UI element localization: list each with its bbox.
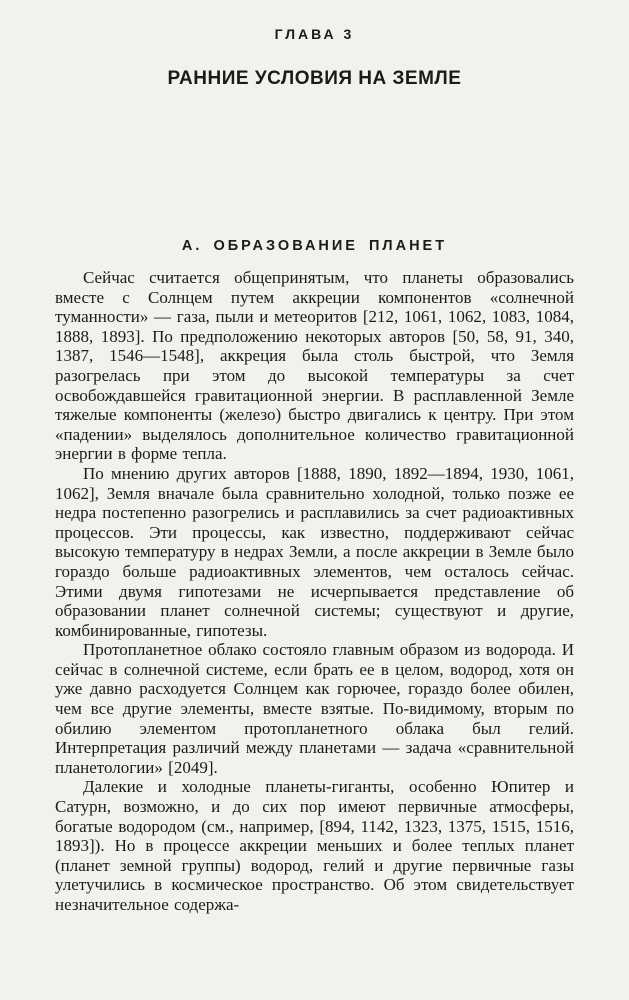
body-text: [55, 268, 574, 915]
chapter-label: ГЛАВА 3: [274, 26, 355, 42]
paragraph-4: Далекие и холодные планеты-гиганты, особенно Юпитер и Сатурн, возможно, и до сих пор имеют первичные атмосферы, богатые водородом (см., например, [894, 1142, 1323, 1375, 1515, 1516, 1893]). Но в процессе аккреции меньших и более теплых планет (планет земной группы) водород, гелий и другие первичные газы улетучились в космическое пространство. Об этом свидетельствует незначительное содержа-: [55, 777, 574, 914]
page-title: РАННИЕ УСЛОВИЯ НА ЗЕМЛЕ: [167, 68, 462, 89]
paragraph-3: Протопланетное облако состояло главным образом из водорода. И сейчас в солнечной системе, если брать ее в целом, водород, хотя он уже давно расходуется Солнцем как горючее, гораздо более обилен, чем все другие элементы, вместе взятые. По-видимому, вторым по обилию элементом протопланетного облака был гелий. Интерпретация различий между планетами — задача «сравнительной планетологии» [2049].: [55, 640, 574, 777]
paragraph-1: Сейчас считается общепринятым, что планеты образовались вместе с Солнцем путем аккреции компонентов «солнечной туманности» — газа, пыли и метеоритов [212, 1061, 1062, 1083, 1084, 1888, 1893]. По предположению некоторых авторов [50, 58, 91, 340, 1387, 1546—1548], аккреция была столь быстрой, что Земля разогрелась при этом до высокой температуры за счет освобождавшейся гравитационной энергии. В расплавленной Земле тяжелые компоненты (железо) быстро двигались к центру. При этом «падении» выделялось дополнительное количество гравитационной энергии в форме тепла.: [55, 268, 574, 464]
section-heading: А. ОБРАЗОВАНИЕ ПЛАНЕТ: [181, 238, 448, 254]
paragraph-2: По мнению других авторов [1888, 1890, 1892—1894, 1930, 1061, 1062], Земля вначале была сравнительно холодной, только позже ее недра постепенно разогрелись и расплавились за счет радиоактивных процессов. Эти процессы, как известно, поддерживают сейчас высокую температуру в недрах Земли, а после аккреции в Земле было гораздо больше радиоактивных элементов, чем осталось сейчас. Этими двумя гипотезами не исчерпывается представление об образовании планет солнечной системы; существуют и другие, комбинированные, гипотезы.: [55, 463, 574, 640]
